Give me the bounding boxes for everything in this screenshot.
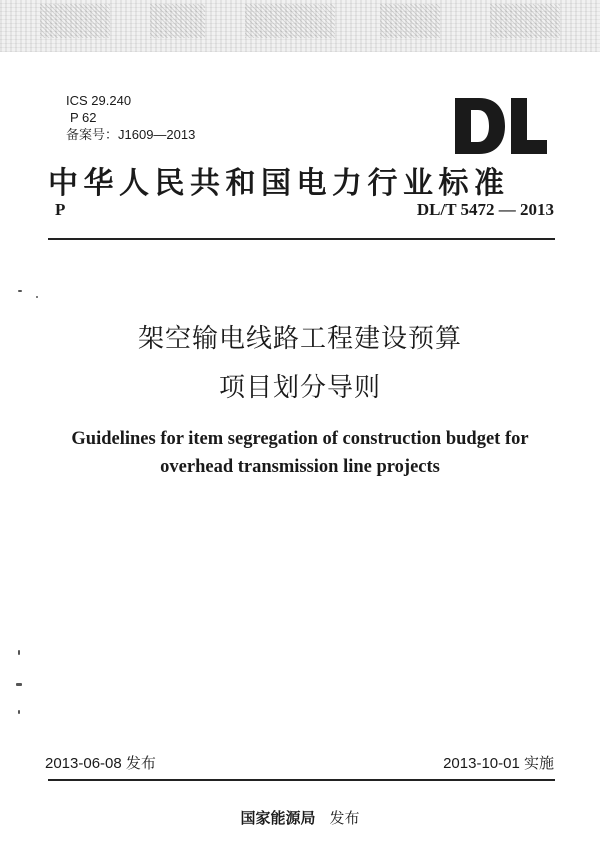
english-title-line-2: overhead transmission line projects (160, 457, 440, 477)
scan-speck (16, 683, 22, 686)
category-letter: P (55, 200, 66, 219)
dl-logo-mark (453, 96, 548, 156)
scan-noise (245, 4, 335, 38)
english-title-line-1: Guidelines for item segregation of construction budget for (71, 429, 529, 449)
standard-series-title: 中华人民共和国电力行业标准 (48, 166, 510, 201)
classification-block (66, 92, 195, 143)
issuer-action: 发布 (329, 809, 360, 827)
scan-noise (380, 4, 440, 38)
footer-divider (48, 779, 555, 781)
issuer-line (0, 807, 600, 828)
record-number: 备案号：J1609—2013 (66, 127, 196, 142)
issue-date: 2013-06-08 发布 (45, 755, 156, 772)
scan-speck (18, 710, 20, 714)
chinese-title-line-1: 架空输电线路工程建设预算 (137, 324, 462, 354)
dl-logo (453, 92, 548, 156)
scan-speck (18, 290, 22, 292)
header-divider (48, 238, 555, 240)
issuer-organization: 国家能源局 (240, 809, 316, 827)
category-code: P 62 (70, 110, 97, 125)
ics-code: ICS 29.240 (66, 93, 132, 108)
scan-noise (490, 4, 560, 38)
scan-speck (36, 296, 38, 298)
scan-noise (150, 4, 205, 38)
implementation-date: 2013-10-01 实施 (443, 755, 554, 772)
chinese-title-line-2: 项目划分导则 (218, 373, 381, 403)
scan-speck (18, 650, 20, 655)
scan-noise (40, 4, 110, 38)
scan-header-strip (0, 0, 600, 52)
standard-number: DL/T 5472 — 2013 (416, 200, 554, 219)
